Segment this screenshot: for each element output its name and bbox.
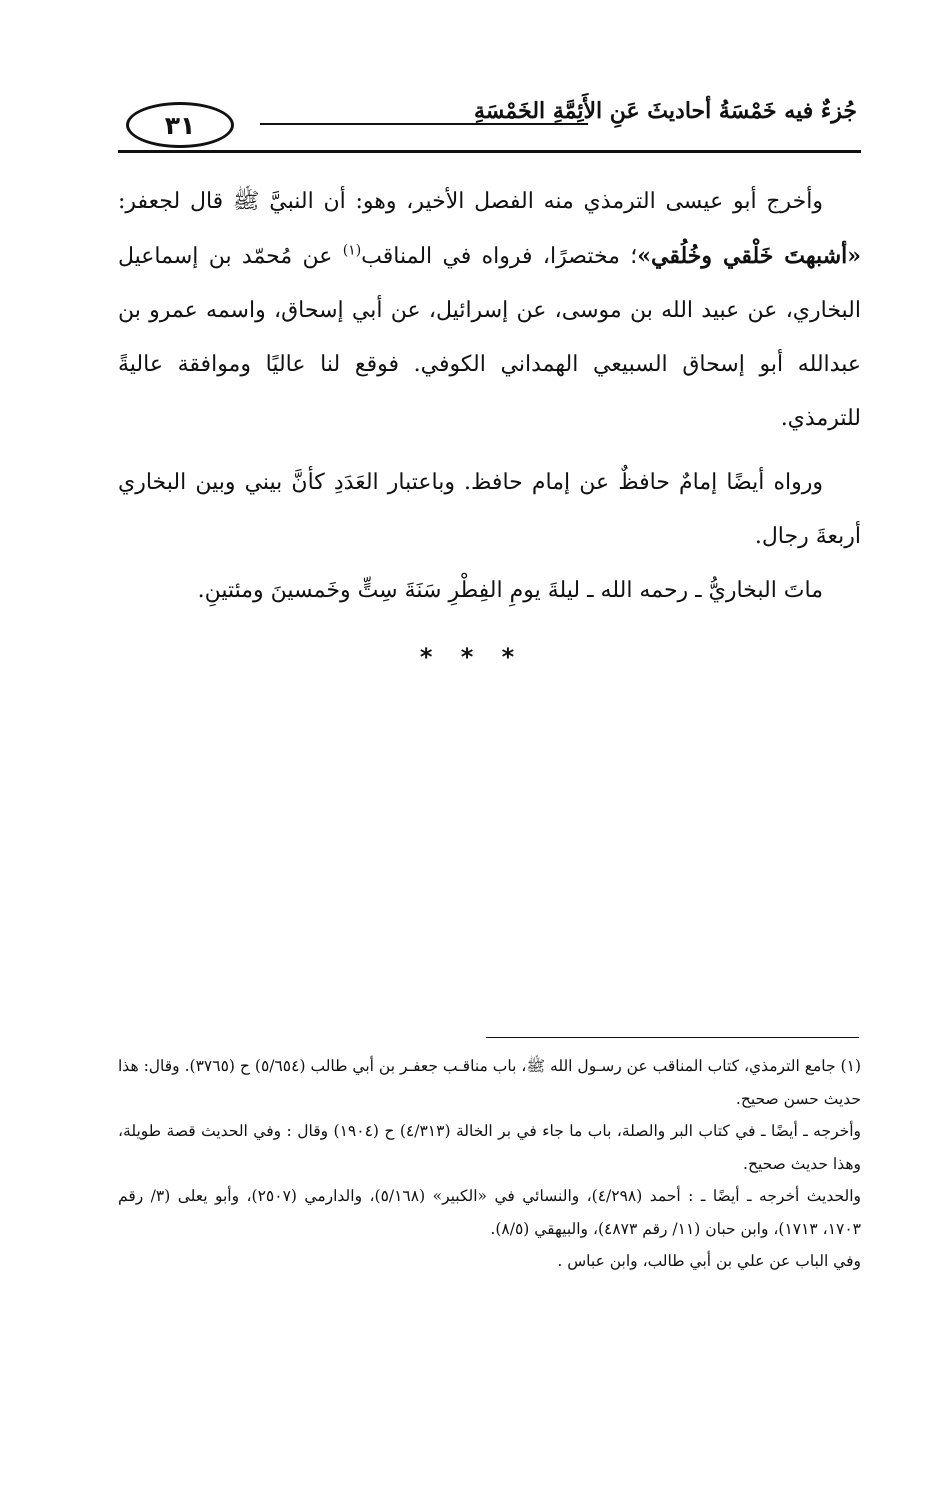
hadith-quote: «أشبهتَ خَلْقي وخُلُقي» (637, 243, 861, 269)
page-number: ٣١ (126, 102, 234, 148)
running-title: جُزءٌ فيه خَمْسَةُ أحاديثَ عَنِ الأَئِمَّةِ الخَمْسَةِ (474, 98, 857, 124)
footnote-1: (١) جامع الترمذي، كتاب المناقب عن رسـول الله ﷺ، باب مناقـب جعفـر بن أبي طالب (٥/٦٥٤) ح (٣٧٦٥). وقال: هذا حديث حسن صحيح. (118, 1057, 861, 1108)
paragraph-1-middle: ؛ مختصرًا، فرواه في المناقب (361, 244, 638, 269)
footnote-rule (486, 1037, 859, 1038)
paragraph-1 (118, 175, 861, 446)
paragraph-2: ورواه أيضًا إمامٌ حافظٌ عن إمام حافظ. وباعتبار العَدَدِ كأنَّ بيني وبين البخاري أربعةَ رجال. (118, 470, 861, 549)
page-header (118, 96, 861, 158)
footnotes (118, 1050, 861, 1278)
footnote-1-continued-3: وفي الباب عن علي بن أبي طالب، وابن عباس . (557, 1252, 861, 1270)
paragraph-1-start: وأخرج أبو عيسى الترمذي منه الفصل الأخير، وهو: أن النبيَّ ﷺ قال لجعفر: (118, 189, 823, 214)
paragraph-1-end: عن مُحمّد بن إسماعيل البخاري، عن عبيد الله بن موسى، عن إسرائيل، عن أبي إسحاق، واسمه عمرو بن عبدالله أبو إسحاق السبيعي الهمداني الكوفي. فوقع لنا عاليًا وموافقة عاليةً للترمذي. (118, 244, 861, 431)
paragraph-3: ماتَ البخاريُّ ـ رحمه الله ـ ليلةَ يومِ الفِطْرِ سَنَةَ سِتٍّ وخَمسينَ ومئتينِ. (197, 578, 823, 603)
main-text (118, 175, 861, 618)
header-rule (118, 150, 861, 153)
section-separator: * * * (419, 643, 525, 671)
footnote-1-continued-1: وأخرجه ـ أيضًا ـ في كتاب البر والصلة، باب ما جاء في بر الخالة (٤/٣١٣) ح (١٩٠٤) وقال : وفي الحديث قصة طويلة، وهذا حديث صحيح. (118, 1122, 861, 1173)
footnote-reference: (١) (342, 242, 362, 259)
footnote-1-continued-2: والحديث أخرجه ـ أيضًا ـ : أحمد (٤/٢٩٨)، والنسائي في «الكبير» (٥/١٦٨)، والدارمي (٢٥٠٧)، وأبو يعلى (٣/ رقم ١٧٠٣، ١٧١٣)، وابن حبان (١١/ رقم ٤٨٧٣)، والبيهقي (٨/٥). (118, 1187, 861, 1238)
